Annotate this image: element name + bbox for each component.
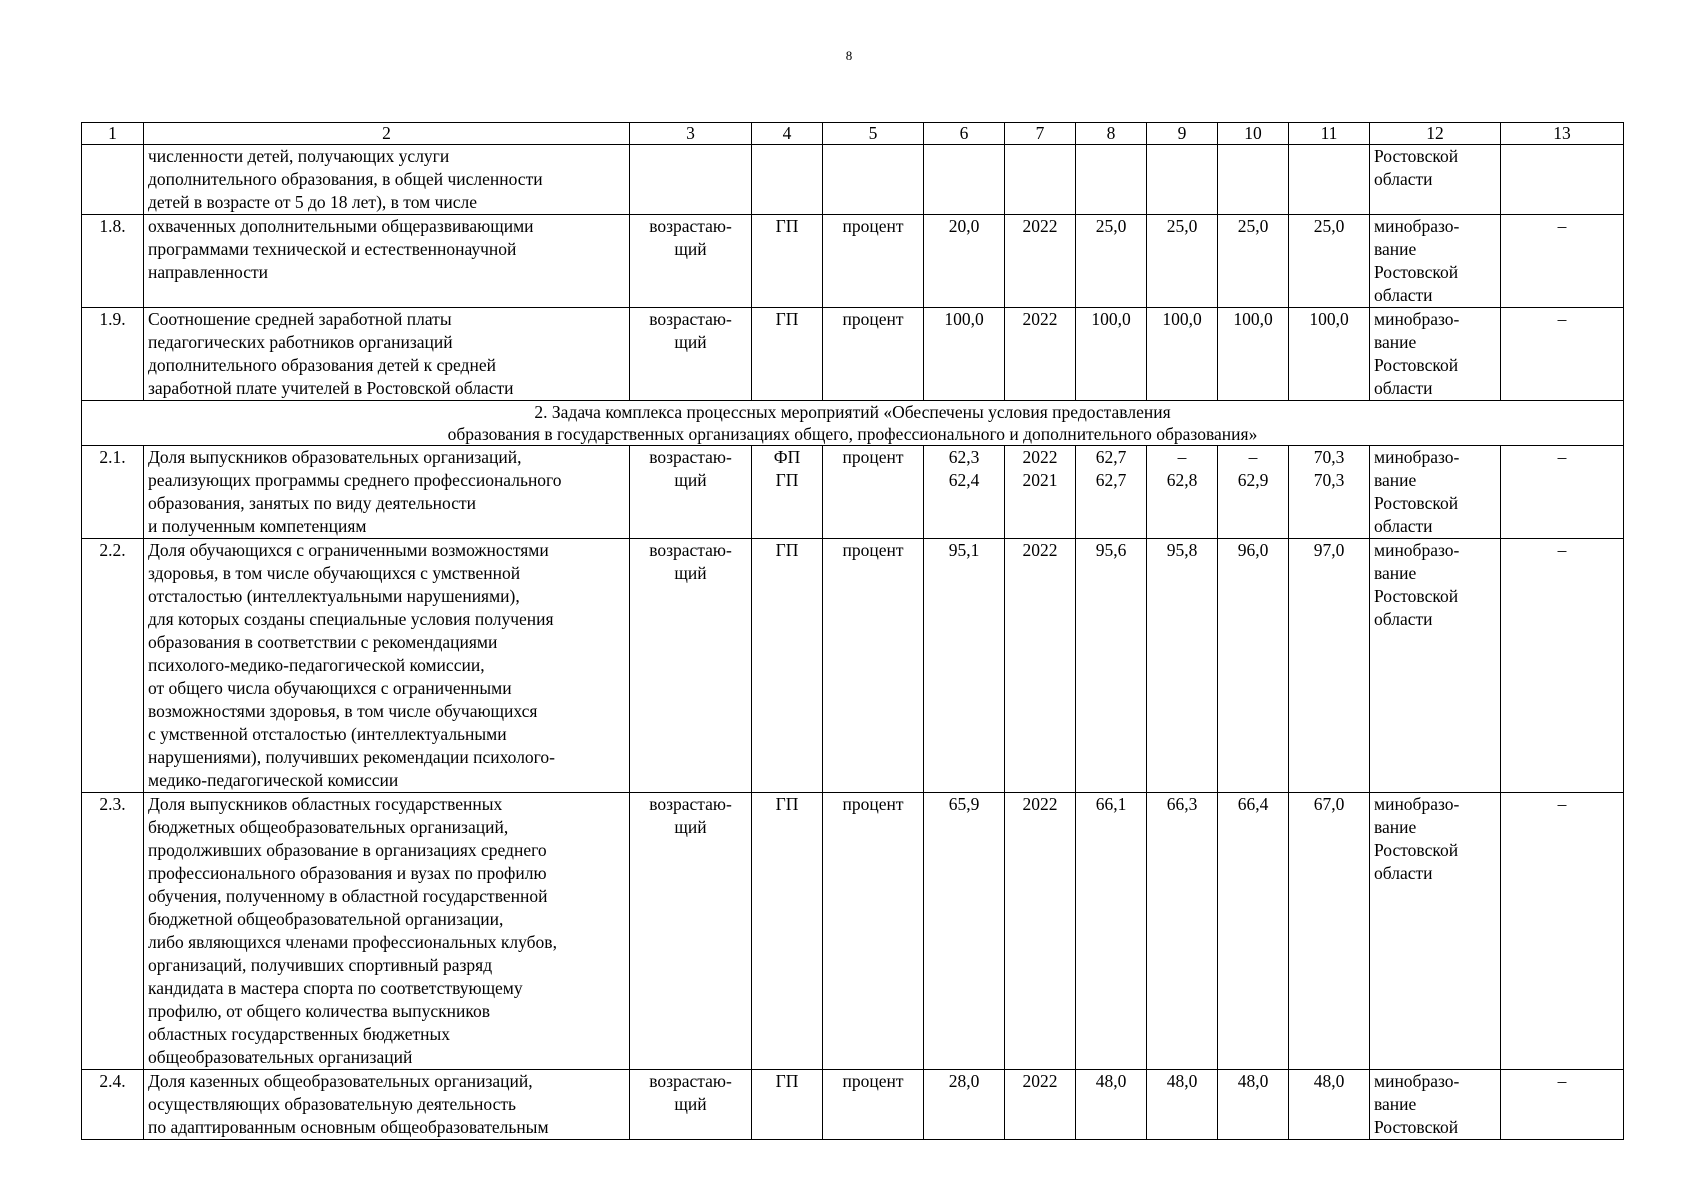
cell-base-year: 2022 <box>1005 539 1076 793</box>
cell-responsible: минобразо- вание Ростовской области <box>1370 793 1501 1070</box>
cell-direction: возрастаю- щий <box>630 539 752 793</box>
cell-value: 100,0 <box>1147 308 1218 401</box>
cell-level: ГП <box>752 793 823 1070</box>
cell-indicator-name: Доля выпускников областных государственных бюджетных общеобразовательных организаций, продолживших образование в организациях среднего профессионального образования и вузах по профилю обучения, полученному в областной государственной бюджетной общеобразовательной организации, либо являющихся членами профессиональных клубов, организаций, получивших спортивный разряд кандидата в мастера спорта по соответствующему профилю, от общего количества выпускников областных государственных бюджетных общеобразовательных организаций <box>144 793 630 1070</box>
cell-value: 97,0 <box>1289 539 1370 793</box>
cell-value: 100,0 <box>1218 308 1289 401</box>
table-row <box>82 793 1624 1070</box>
header-cell-7: 7 <box>1005 123 1076 145</box>
cell-value: 62,7 62,7 <box>1076 446 1147 539</box>
cell-responsible: минобразо- вание Ростовской области <box>1370 308 1501 401</box>
cell-value: 66,3 <box>1147 793 1218 1070</box>
section-title <box>82 401 1624 446</box>
cell-base-year <box>1005 145 1076 215</box>
cell-level: ФП ГП <box>752 446 823 539</box>
table-row <box>82 215 1624 308</box>
cell-value: 48,0 <box>1147 1070 1218 1140</box>
cell-value: 66,4 <box>1218 793 1289 1070</box>
cell-unit <box>823 145 924 215</box>
cell-level: ГП <box>752 1070 823 1140</box>
cell-direction: возрастаю- щий <box>630 215 752 308</box>
cell-responsible: минобразо- вание Ростовской области <box>1370 446 1501 539</box>
cell-note: – <box>1501 446 1624 539</box>
cell-value <box>1289 145 1370 215</box>
cell-indicator-name: Доля казенных общеобразовательных организаций, осуществляющих образовательную деятельность по адаптированным основным общеобразовательным <box>144 1070 630 1140</box>
cell-indicator-name: охваченных дополнительными общеразвивающими программами технической и естественнонаучной направленности <box>144 215 630 308</box>
cell-base-value <box>924 145 1005 215</box>
cell-value: 95,8 <box>1147 539 1218 793</box>
cell-base-year: 2022 <box>1005 1070 1076 1140</box>
cell-note: – <box>1501 793 1624 1070</box>
cell-value: 100,0 <box>1289 308 1370 401</box>
cell-responsible: минобразо- вание Ростовской области <box>1370 539 1501 793</box>
cell-note: – <box>1501 308 1624 401</box>
cell-note: – <box>1501 539 1624 793</box>
cell-unit: процент <box>823 539 924 793</box>
header-cell-11: 11 <box>1289 123 1370 145</box>
cell-base-value: 62,3 62,4 <box>924 446 1005 539</box>
header-cell-5: 5 <box>823 123 924 145</box>
header-cell-6: 6 <box>924 123 1005 145</box>
header-cell-1: 1 <box>82 123 144 145</box>
table-row <box>82 145 1624 215</box>
cell-value: – 62,8 <box>1147 446 1218 539</box>
cell-value: 66,1 <box>1076 793 1147 1070</box>
cell-value <box>1218 145 1289 215</box>
cell-responsible: минобразо- вание Ростовской <box>1370 1070 1501 1140</box>
cell-note <box>1501 145 1624 215</box>
cell-number <box>82 145 144 215</box>
cell-level: ГП <box>752 308 823 401</box>
cell-responsible: минобразо- вание Ростовской области <box>1370 215 1501 308</box>
cell-indicator-name: Соотношение средней заработной платы педагогических работников организаций дополнительного образования детей к средней заработной плате учителей в Ростовской области <box>144 308 630 401</box>
cell-indicator-name: Доля выпускников образовательных организаций, реализующих программы среднего профессионального образования, занятых по виду деятельности и полученным компетенциям <box>144 446 630 539</box>
cell-unit: процент <box>823 308 924 401</box>
cell-base-year: 2022 <box>1005 793 1076 1070</box>
section-row <box>82 401 1624 446</box>
header-cell-4: 4 <box>752 123 823 145</box>
table-row <box>82 539 1624 793</box>
cell-base-value: 28,0 <box>924 1070 1005 1140</box>
header-cell-8: 8 <box>1076 123 1147 145</box>
header-cell-10: 10 <box>1218 123 1289 145</box>
cell-unit: процент <box>823 1070 924 1140</box>
cell-value: 25,0 <box>1289 215 1370 308</box>
header-cell-2: 2 <box>144 123 630 145</box>
table-row <box>82 308 1624 401</box>
cell-unit: процент <box>823 215 924 308</box>
cell-indicator-name: численности детей, получающих услуги дополнительного образования, в общей численности детей в возрасте от 5 до 18 лет), в том числе <box>144 145 630 215</box>
cell-value: 48,0 <box>1218 1070 1289 1140</box>
table-row <box>82 1070 1624 1140</box>
header-cell-3: 3 <box>630 123 752 145</box>
header-row <box>82 123 1624 145</box>
cell-number: 2.3. <box>82 793 144 1070</box>
cell-level <box>752 145 823 215</box>
cell-base-value: 20,0 <box>924 215 1005 308</box>
cell-level: ГП <box>752 539 823 793</box>
cell-value: 100,0 <box>1076 308 1147 401</box>
cell-base-year: 2022 <box>1005 308 1076 401</box>
cell-base-year: 2022 2021 <box>1005 446 1076 539</box>
section-title-line: образования в государственных организациях общего, профессионального и дополнительного образования» <box>447 424 1258 444</box>
cell-note: – <box>1501 215 1624 308</box>
cell-value: 48,0 <box>1076 1070 1147 1140</box>
cell-base-value: 100,0 <box>924 308 1005 401</box>
indicators-table <box>81 122 1624 1140</box>
cell-indicator-name: Доля обучающихся с ограниченными возможностями здоровья, в том числе обучающихся с умственной отсталостью (интеллектуальными нарушениями), для которых созданы специальные условия получения образования в соответствии с рекомендациями психолого-медико-педагогической комиссии, от общего числа обучающихся с ограниченными возможностями здоровья, в том числе обучающихся с умственной отсталостью (интеллектуальными нарушениями), получивших рекомендации психолого- медико-педагогической комиссии <box>144 539 630 793</box>
cell-number: 2.2. <box>82 539 144 793</box>
cell-value: 25,0 <box>1147 215 1218 308</box>
cell-direction: возрастаю- щий <box>630 793 752 1070</box>
cell-responsible: Ростовской области <box>1370 145 1501 215</box>
cell-value <box>1076 145 1147 215</box>
cell-value: 25,0 <box>1076 215 1147 308</box>
cell-value: 96,0 <box>1218 539 1289 793</box>
cell-base-value: 95,1 <box>924 539 1005 793</box>
cell-number: 1.8. <box>82 215 144 308</box>
cell-level: ГП <box>752 215 823 308</box>
cell-number: 1.9. <box>82 308 144 401</box>
cell-value: 70,3 70,3 <box>1289 446 1370 539</box>
cell-value: 25,0 <box>1218 215 1289 308</box>
header-cell-13: 13 <box>1501 123 1624 145</box>
table-row <box>82 446 1624 539</box>
cell-value: – 62,9 <box>1218 446 1289 539</box>
cell-direction: возрастаю- щий <box>630 1070 752 1140</box>
cell-note: – <box>1501 1070 1624 1140</box>
cell-value <box>1147 145 1218 215</box>
section-title-line: 2. Задача комплекса процессных мероприятий «Обеспечены условия предоставления <box>534 402 1171 422</box>
cell-base-value: 65,9 <box>924 793 1005 1070</box>
cell-value: 67,0 <box>1289 793 1370 1070</box>
cell-direction <box>630 145 752 215</box>
cell-unit: процент <box>823 793 924 1070</box>
header-cell-12: 12 <box>1370 123 1501 145</box>
cell-number: 2.1. <box>82 446 144 539</box>
page-number: 8 <box>845 48 853 63</box>
header-cell-9: 9 <box>1147 123 1218 145</box>
cell-base-year: 2022 <box>1005 215 1076 308</box>
cell-value: 95,6 <box>1076 539 1147 793</box>
cell-direction: возрастаю- щий <box>630 446 752 539</box>
cell-direction: возрастаю- щий <box>630 308 752 401</box>
cell-value: 48,0 <box>1289 1070 1370 1140</box>
cell-unit: процент <box>823 446 924 539</box>
cell-number: 2.4. <box>82 1070 144 1140</box>
